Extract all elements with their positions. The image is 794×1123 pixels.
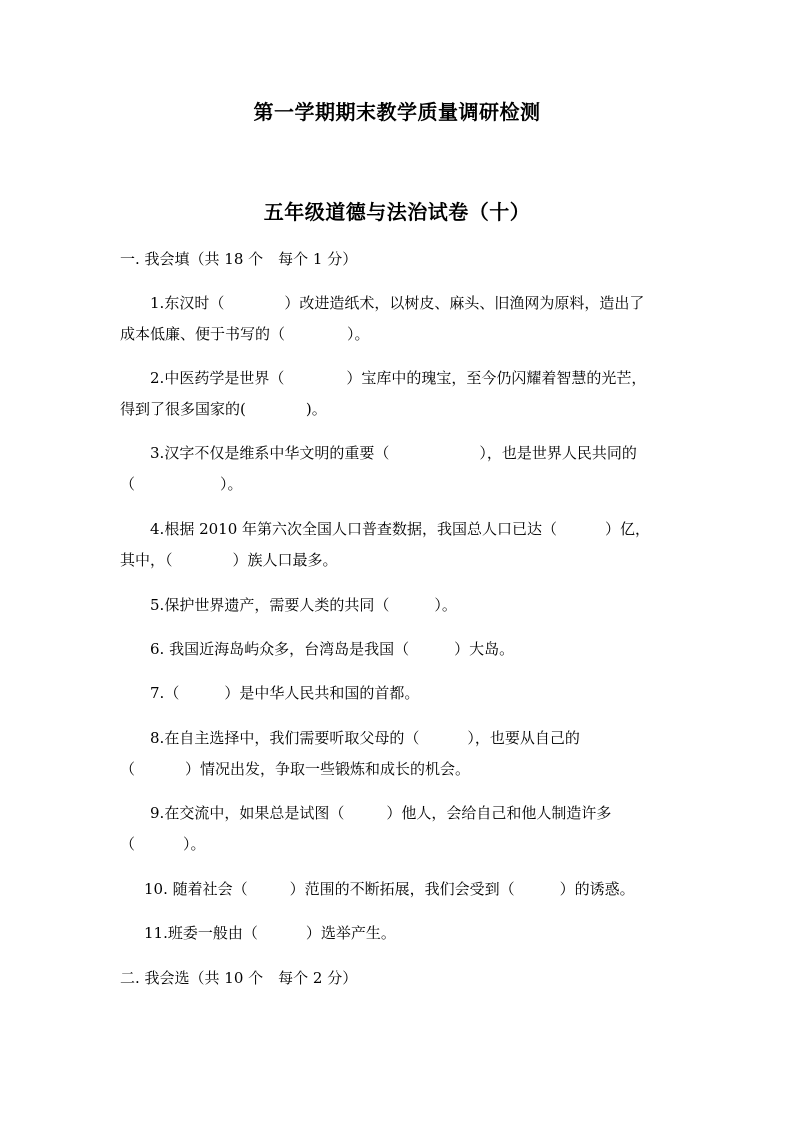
question-text: 在自主选择中，我们需要听取父母的（ xyxy=(164,729,420,747)
question-text: 汉字不仅是维系中华文明的重要（ xyxy=(164,444,390,462)
question-number: 5. xyxy=(150,596,165,614)
question-number: 3. xyxy=(150,444,165,462)
question-text: ），也是世界人民共同的 xyxy=(479,444,637,462)
question-text: （ xyxy=(120,835,136,853)
question-number: 8. xyxy=(150,729,165,747)
section1-heading: 一. 我会填（共 18 个 每个 1 分） xyxy=(120,250,358,268)
question-text: 得到了很多国家的( xyxy=(120,400,246,418)
question-11 xyxy=(144,923,396,943)
question-text: ）情况出发，争取一些锻炼和成长的机会。 xyxy=(185,760,471,778)
question-3 xyxy=(150,443,637,463)
question-9-continued xyxy=(120,834,206,854)
question-1-continued xyxy=(120,324,370,344)
question-number: 11. xyxy=(144,924,168,942)
question-text: ）改进造纸术，以树皮、麻头、旧渔网为原料，造出了 xyxy=(284,294,645,312)
question-number: 9. xyxy=(150,804,165,822)
question-number: 1. xyxy=(150,294,165,312)
question-text: （ xyxy=(120,475,136,493)
question-number: 4. xyxy=(150,520,165,538)
question-5 xyxy=(150,595,457,615)
question-text: 我国近海岛屿众多，台湾岛是我国（ xyxy=(164,640,410,658)
question-10 xyxy=(144,879,635,899)
exam-title: 第一学期期末教学质量调研检测 xyxy=(253,100,541,124)
question-text: ）选举产生。 xyxy=(305,924,396,942)
question-text: ）宝库中的瑰宝，至今仍闪耀着智慧的光芒， xyxy=(346,369,647,387)
question-text: 中医药学是世界（ xyxy=(164,369,285,387)
question-number: 6. xyxy=(150,640,165,658)
question-text: ）范围的不断拓展，我们会受到（ xyxy=(289,880,515,898)
question-text: ）亿， xyxy=(605,520,651,538)
question-1 xyxy=(150,293,644,313)
question-4-continued xyxy=(120,550,338,570)
question-text: ）族人口最多。 xyxy=(232,551,338,569)
question-number: 2. xyxy=(150,369,165,387)
question-text: )。 xyxy=(305,400,327,418)
question-text: 成本低廉、便于书写的（ xyxy=(120,325,286,343)
question-text: ）。 xyxy=(220,475,243,493)
section2-heading: 二. 我会选（共 10 个 每个 2 分） xyxy=(120,969,358,987)
question-text: （ xyxy=(120,760,136,778)
question-3-continued xyxy=(120,474,243,494)
question-2-continued xyxy=(120,399,327,419)
question-text: 随着社会（ xyxy=(167,880,248,898)
question-text: 班委一般由（ xyxy=(167,924,258,942)
question-text: ），也要从自己的 xyxy=(467,729,580,747)
question-text: ）他人，会给自己和他人制造许多 xyxy=(386,804,612,822)
question-text: 保护世界遗产，需要人类的共同（ xyxy=(164,596,390,614)
question-9 xyxy=(150,803,611,823)
question-text: ）。 xyxy=(183,835,206,853)
question-6 xyxy=(150,639,514,659)
question-8-continued xyxy=(120,759,470,779)
question-text: 其中，（ xyxy=(120,551,173,569)
question-text: ）。 xyxy=(434,596,457,614)
question-7 xyxy=(150,683,419,703)
question-8 xyxy=(150,728,580,748)
question-text: ）的诱惑。 xyxy=(559,880,635,898)
question-4 xyxy=(150,519,650,539)
question-text: ）是中华人民共和国的首都。 xyxy=(224,684,420,702)
exam-subtitle: 五年级道德与法治试卷（十） xyxy=(263,200,531,224)
question-2 xyxy=(150,368,646,388)
question-text: ）。 xyxy=(347,325,370,343)
question-number: 7. xyxy=(150,684,165,702)
question-text: ）大岛。 xyxy=(454,640,515,658)
question-text: （ xyxy=(164,684,180,702)
question-number: 10. xyxy=(144,880,168,898)
question-text: 东汉时（ xyxy=(164,294,225,312)
question-text: 根据 2010 年第六次全国人口普查数据，我国总人口已达（ xyxy=(164,520,558,538)
question-text: 在交流中，如果总是试图（ xyxy=(164,804,345,822)
